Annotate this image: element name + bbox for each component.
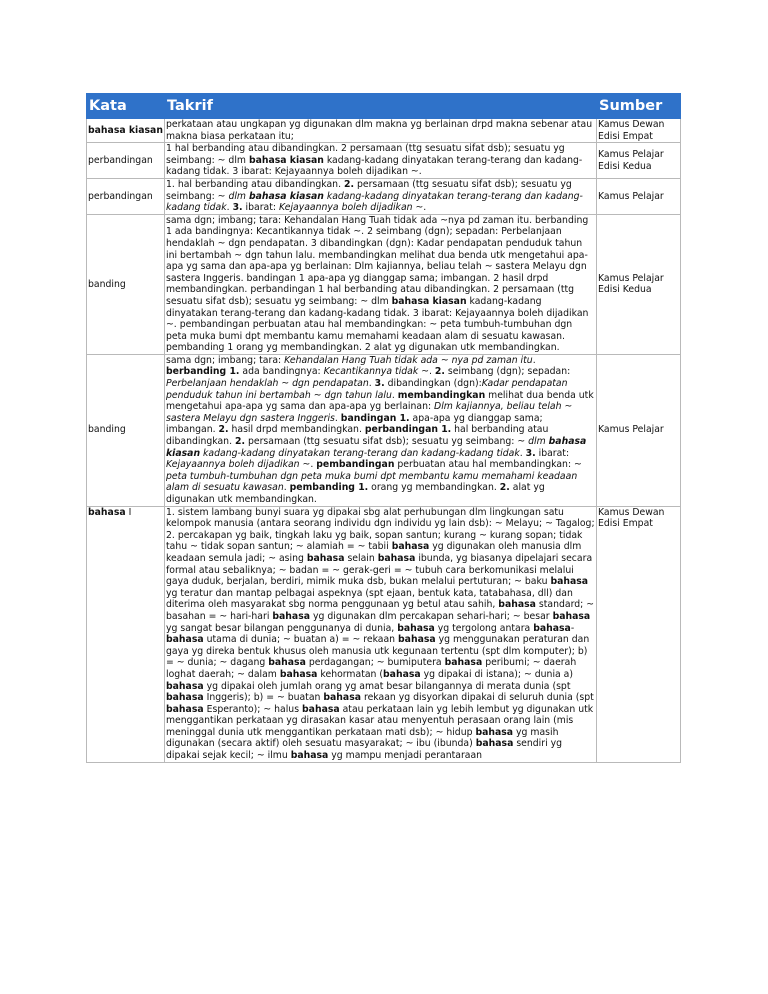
- takrif-segment: bahasa: [552, 610, 591, 622]
- takrif-segment: yg tergolong antara: [434, 622, 534, 634]
- takrif-segment: 1 hal berbanding atau dibandingkan. 2 persamaan (ttg sesuatu sifat dsb); sesuatu yg seimbang: ~ dlm: [166, 143, 565, 166]
- kata-cell: perbandingan: [87, 143, 165, 179]
- takrif-segment: bahasa: [444, 657, 483, 669]
- takrif-segment: kadang-kadang dinyatakan terang-terang dan kadang-kadang tidak: [166, 190, 583, 214]
- takrif-segment: ibarat:: [535, 447, 570, 459]
- takrif-segment: persamaan (ttg sesuatu sifat dsb); sesuatu yg seimbang: ~: [166, 178, 572, 202]
- takrif-segment: Esperanto); ~ halus: [203, 703, 303, 715]
- takrif-segment: 3.: [232, 202, 243, 214]
- takrif-segment: Kejayaannya boleh dijadikan ~: [166, 459, 311, 471]
- takrif-segment: bahasa: [498, 599, 536, 611]
- takrif-segment: yg sangat besar bilangan penggunanya di dunia,: [166, 622, 398, 634]
- takrif-segment: ada bandingnya:: [239, 366, 324, 378]
- takrif-segment: Dlm kajiannya, beliau telah ~ sastera Melayu dgn sastera Inggeris: [166, 401, 573, 424]
- sumber-cell: Kamus Dewan Edisi Empat: [597, 119, 681, 143]
- takrif-segment: yg menggunakan peraturan dan gaya yg direka bentuk khusus oleh manusia utk kegunaan tertentu (spt dlm komputer); b) = ~ dunia; ~ dagang: [166, 634, 590, 669]
- sumber-cell: Kamus Pelajar Edisi Kedua: [597, 143, 681, 179]
- kata-cell: [87, 506, 165, 762]
- takrif-segment: 3.: [374, 378, 385, 390]
- takrif-segment: bahasa kiasan: [248, 190, 324, 202]
- takrif-segment: sama dgn; imbang; tara:: [166, 354, 285, 366]
- takrif-cell: [165, 354, 597, 506]
- takrif-segment: apa-apa yg dianggap sama; imbangan.: [166, 412, 543, 436]
- takrif-segment: Kehandalan Hang Tuah tidak ada ~ nya pd zaman itu: [284, 354, 533, 366]
- takrif-segment: bahasa: [323, 692, 362, 704]
- definition-table: [86, 93, 681, 763]
- kata-text: bahasa kiasan: [88, 124, 163, 136]
- takrif-segment: -: [570, 622, 575, 634]
- takrif-segment: bahasa kiasan: [166, 436, 587, 459]
- takrif-segment: atau perkataan lain yg lebih lembut yg digunakan utk menggantikan perkataan yg dirasakan kasar atau menyentuh perasaan orang lain (mis meninggal dunia utk menggantikan perkataan mati dsb); ~ hidup: [166, 703, 594, 738]
- takrif-segment: Kecantikannya tidak ~: [323, 366, 429, 378]
- takrif-segment: dibandingkan (dgn):: [384, 378, 482, 390]
- takrif-segment: 2.: [234, 436, 245, 448]
- takrif-segment: sama dgn; imbang; tara: Kehandalan Hang Tuah tidak ada ~nya pd zaman itu. berbanding 1 ada bandingnya: Kecantikannya tidak ~. 2 seimbang (dgn); sepadan: Perbelanjaan hendaklah ~ dgn pendapatan. 3 dibandingkan (dgn): Kadar pendapatan penduduk tahun ini bertambah ~ dgn tahun lalu. membandingkan melihat dua benda utk mengetahui apa-apa yg sama dan apa-apa yg berlainan: Dlm kajiannya, beliau telah ~ sastera Melayu dgn sastera Inggeris. bandingan 1 apa-apa yg dianggap sama; imbangan. 2 hasil drpd membandingkan. perbandingan 1 hal berbanding atau dibandingkan. 2 persamaan (ttg sesuatu sifat dsb); sesuatu yg seimbang: ~ dlm: [166, 214, 589, 307]
- takrif-segment: bahasa: [166, 634, 204, 646]
- takrif-segment: bahasa: [475, 726, 514, 738]
- header-sumber: Sumber: [597, 94, 681, 119]
- takrif-segment: bahasa: [383, 668, 421, 680]
- table-row: [87, 119, 681, 143]
- takrif-cell: [165, 214, 597, 354]
- header-kata: Kata: [87, 94, 165, 119]
- takrif-segment: Perbelanjaan hendaklah ~ dgn pendapatan: [166, 378, 369, 390]
- takrif-segment: perkataan atau ungkapan yg digunakan dlm makna yg berlainan drpd makna sebenar atau makna biasa perkataan itu;: [166, 119, 593, 142]
- takrif-segment: 1. sistem lambang bunyi suara yg dipakai sbg alat perhubungan dlm lingkungan satu kelompok manusia (antara seorang individu dgn individu yg lain dsb): ~ Melayu; ~ Tagalog; 2. percakapan yg baik, tingkah laku yg baik, sopan santun; kurang ~ kurang sopan; tidak tahu ~ tidak sopan santun; ~ alamiah = ~ tabii: [166, 506, 595, 553]
- takrif-segment: .: [310, 459, 317, 471]
- takrif-segment: dlm: [528, 436, 549, 448]
- takrif-segment: .: [334, 412, 341, 424]
- takrif-segment: bahasa: [302, 703, 340, 715]
- takrif-segment: perbuatan atau hal membandingkan: ~: [394, 459, 582, 471]
- takrif-segment: kadang-kadang dinyatakan terang-terang dan kadang-kadang tidak. 3 ibarat: Kejayaannya boleh dijadikan ~.: [166, 154, 583, 178]
- takrif-segment: Kadar pendapatan penduduk tahun ini bertambah ~ dgn tahun lalu: [166, 378, 568, 401]
- takrif-segment: yg dipakai di istana); ~ dunia a): [420, 668, 574, 680]
- table-row: [87, 214, 681, 354]
- takrif-segment: bahasa: [166, 703, 204, 715]
- takrif-segment: bahasa: [475, 738, 514, 750]
- takrif-cell: [165, 143, 597, 179]
- takrif-segment: .: [532, 354, 536, 366]
- takrif-segment: ibunda, yg biasanya dipelajari secara formal atau sebaliknya; ~ badan = ~ gerak-geri = ~ tubuh cara berkomunikasi melalui gaya duduk, berjalan, berdiri, mimik muka dsb, bukan melalui pertuturan; ~ baku: [166, 552, 593, 588]
- takrif-segment: perbandingan 1.: [364, 424, 452, 436]
- takrif-segment: peta tumbuh-tumbuhan dgn peta muka bumi dpt membantu kamu memahami keadaan alam di sesuatu kawasan: [166, 470, 578, 494]
- takrif-segment: 3.: [525, 447, 536, 459]
- takrif-segment: hal berbanding atau dibandingkan.: [166, 424, 549, 448]
- takrif-segment: bahasa: [166, 692, 204, 704]
- takrif-segment: .: [423, 202, 427, 214]
- kata-text: bahasa: [88, 506, 126, 518]
- takrif-segment: 2.: [499, 482, 510, 494]
- takrif-segment: .: [226, 202, 233, 214]
- takrif-segment: selain: [344, 552, 378, 564]
- takrif-segment: .: [368, 378, 375, 390]
- takrif-segment: persamaan (ttg sesuatu sifat dsb); sesuatu yg seimbang: ~: [245, 436, 529, 448]
- takrif-segment: hasil drpd membandingkan.: [228, 424, 365, 436]
- takrif-segment: pembandingan: [316, 459, 395, 471]
- sumber-cell: Kamus Pelajar: [597, 354, 681, 506]
- takrif-segment: alat yg digunakan utk membandingkan.: [166, 482, 545, 505]
- takrif-segment: bahasa: [166, 680, 204, 692]
- kata-cell: banding: [87, 354, 165, 506]
- takrif-segment: rekaan yg disyorkan dipakai di seluruh dunia (spt: [361, 692, 594, 704]
- takrif-segment: 2.: [343, 178, 354, 190]
- table-row: [87, 506, 681, 762]
- takrif-segment: Kejayaannya boleh dijadikan ~: [278, 202, 424, 214]
- takrif-segment: .: [391, 389, 398, 401]
- takrif-segment: bahasa: [550, 576, 589, 588]
- takrif-segment: peribumi; ~ daerah loghat daerah; ~ dalam: [166, 657, 577, 680]
- kata-cell: [87, 119, 165, 143]
- takrif-segment: yg digunakan dlm percakapan sehari-hari; ~ besar: [310, 610, 553, 622]
- takrif-segment: kehormatan (: [317, 668, 384, 680]
- takrif-segment: bahasa: [391, 541, 430, 553]
- takrif-segment: membandingkan: [397, 389, 486, 401]
- sumber-cell: Kamus Pelajar: [597, 178, 681, 214]
- table-row: [87, 354, 681, 506]
- takrif-cell: [165, 178, 597, 214]
- takrif-segment: bahasa: [306, 552, 345, 564]
- takrif-segment: bahasa: [290, 750, 329, 762]
- kata-cell: perbandingan: [87, 178, 165, 214]
- takrif-segment: 2.: [434, 366, 445, 378]
- table-header-row: [87, 94, 681, 119]
- takrif-segment: kadang-kadang dinyatakan terang-terang dan kadang-kadang tidak. 3 ibarat: Kejayaannya boleh dijadikan ~. pembandingan perbuatan atau hal membandingkan: ~ peta tumbuh-tumbuhan dgn peta muka bumi dpt membantu kamu memahami keadaan alam di sesuatu kawasan. pembanding 1 orang yg membandingkan. 2 alat yg digunakan utk membandingkan.: [166, 295, 589, 354]
- takrif-segment: yg dipakai oleh jumlah orang yg amat besar bilangannya di merata dunia (spt: [203, 680, 571, 692]
- takrif-segment: bahasa kiasan: [391, 295, 467, 307]
- takrif-segment: yg digunakan oleh manusia dlm keadaan semula jadi; ~ asing: [166, 541, 582, 564]
- takrif-segment: bahasa: [279, 668, 318, 680]
- takrif-cell: [165, 506, 597, 762]
- takrif-segment: yg mampu menjadi perantaraan: [328, 750, 483, 762]
- takrif-segment: bahasa: [377, 552, 416, 564]
- header-takrif: Takrif: [165, 94, 597, 119]
- takrif-segment: .: [429, 366, 435, 378]
- takrif-segment: bahasa: [397, 622, 435, 634]
- takrif-segment: pembanding 1.: [289, 482, 369, 494]
- takrif-segment: Inggeris); b) = ~ buatan: [203, 692, 324, 704]
- takrif-segment: 1. hal berbanding atau dibandingkan.: [166, 178, 344, 190]
- takrif-segment: bahasa: [533, 622, 571, 634]
- takrif-segment: perdagangan; ~ bumiputera: [305, 657, 445, 669]
- takrif-segment: .: [519, 447, 526, 459]
- sumber-cell: Kamus Pelajar Edisi Kedua: [597, 214, 681, 354]
- takrif-segment: dlm: [228, 190, 249, 202]
- sumber-cell: Kamus Dewan Edisi Empat: [597, 506, 681, 762]
- takrif-segment: standard; ~ basahan = ~ hari-hari: [166, 599, 595, 622]
- takrif-segment: bahasa: [268, 657, 306, 669]
- takrif-segment: melihat dua benda utk mengetahui apa-apa yg sama dan apa-apa yg berlainan:: [166, 389, 594, 413]
- takrif-segment: ibarat:: [242, 202, 279, 214]
- table-row: [87, 178, 681, 214]
- takrif-segment: orang yg membandingkan.: [368, 482, 500, 494]
- takrif-segment: bahasa: [272, 610, 311, 622]
- table-row: [87, 143, 681, 179]
- takrif-segment: utama di dunia; ~ buatan a) = ~ rekaan: [203, 634, 399, 646]
- takrif-segment: kadang-kadang dinyatakan terang-terang dan kadang-kadang tidak: [200, 447, 520, 459]
- kata-homonym-number: I: [125, 506, 132, 518]
- takrif-segment: bahasa kiasan: [248, 154, 324, 166]
- takrif-segment: yg teratur dan mantap pelbagai aspeknya (spt ejaan, bentuk kata, tatabahasa, dll) dan diterima oleh masyarakat sbg norma penggunaan yg betul atau sahih,: [166, 587, 573, 611]
- takrif-segment: .: [283, 482, 290, 494]
- takrif-segment: yg masih digunakan (secara aktif) oleh sesuatu masyarakat; ~ ibu (ibunda): [166, 726, 559, 750]
- takrif-segment: berbanding 1.: [166, 366, 240, 378]
- takrif-segment: sendiri yg dipakai sejak kecil; ~ ilmu: [166, 738, 563, 762]
- takrif-cell: [165, 119, 597, 143]
- takrif-segment: 2.: [218, 424, 229, 436]
- kata-cell: banding: [87, 214, 165, 354]
- dictionary-sheet: [86, 93, 680, 763]
- takrif-segment: bahasa: [398, 634, 436, 646]
- takrif-segment: bandingan 1.: [340, 412, 410, 424]
- takrif-segment: seimbang (dgn); sepadan:: [444, 366, 571, 378]
